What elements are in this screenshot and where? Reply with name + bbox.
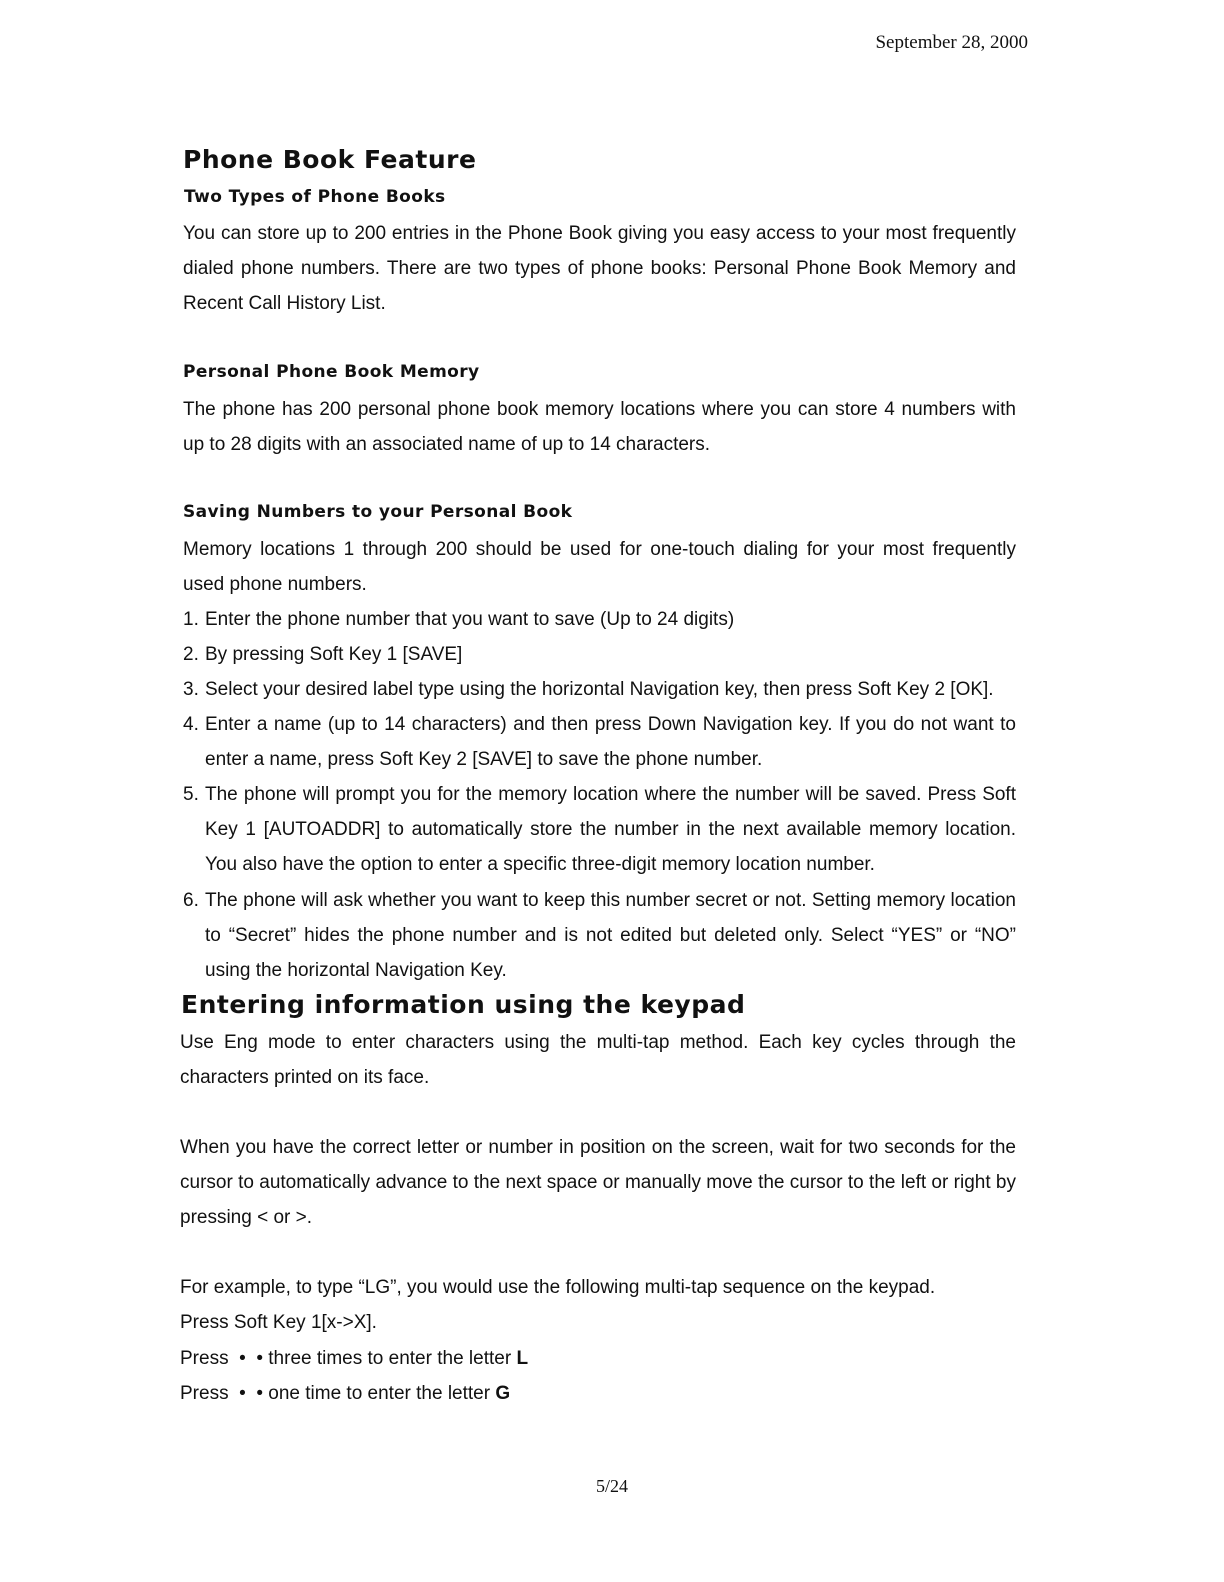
press-letter-G-line [180, 1376, 510, 1411]
press-L-text: Press • • three times to enter the letter [180, 1348, 517, 1369]
list-item-text: Select your desired label type using the horizontal Navigation key, then press Soft Key 2 [OK]. [205, 679, 994, 700]
list-item-number: 5. [183, 784, 199, 805]
list-item-number: 3. [183, 679, 199, 700]
subheading-saving-numbers: Saving Numbers to your Personal Book [183, 502, 573, 522]
list-item-text: The phone will ask whether you want to keep this number secret or not. Setting memory location to “Secret” hides the phone number and is not edited but deleted only. Select “YES” or “NO” using the horizontal Navigation Key. [205, 890, 1016, 981]
paragraph-cursor: When you have the correct letter or number in position on the screen, wait for two seconds for the cursor to automatically advance to the next space or manually move the cursor to the left or right by pressing < or >. [180, 1137, 1016, 1228]
list-item-number: 2. [183, 644, 199, 665]
letter-L: L [516, 1348, 529, 1369]
page-number: 5/24 [595, 1476, 628, 1496]
list-item-number: 4. [183, 714, 199, 735]
subheading-two-types: Two Types of Phone Books [184, 187, 446, 207]
press-softkey-line: Press Soft Key 1[x->X]. [180, 1312, 377, 1333]
paragraph-saving-numbers: Memory locations 1 through 200 should be used for one-touch dialing for your most frequently used phone numbers. [183, 539, 1016, 595]
list-item [183, 602, 1016, 637]
list-item-text: Enter a name (up to 14 characters) and then press Down Navigation key. If you do not want to enter a name, press Soft Key 2 [SAVE] to save the phone number. [205, 714, 1016, 770]
list-item-text: The phone will prompt you for the memory location where the number will be saved. Press Soft Key 1 [AUTOADDR] to automatically store the number in the next available memory location. You also have the option to enter a specific three-digit memory location number. [205, 784, 1016, 875]
paragraph-personal-memory: The phone has 200 personal phone book memory locations where you can store 4 numbers with up to 28 digits with an associated name of up to 14 characters. [183, 399, 1016, 455]
section-title-phone-book: Phone Book Feature [183, 145, 477, 174]
list-item [183, 883, 1016, 988]
paragraph-eng-mode: Use Eng mode to enter characters using the multi-tap method. Each key cycles through the characters printed on its face. [180, 1032, 1016, 1088]
list-item [183, 707, 1016, 777]
list-item-text: By pressing Soft Key 1 [SAVE] [205, 644, 463, 665]
header-date: September 28, 2000 [875, 32, 1028, 53]
list-item-number: 6. [183, 890, 199, 911]
press-G-text: Press • • one time to enter the letter [180, 1383, 496, 1404]
example-intro: For example, to type “LG”, you would use the following multi-tap sequence on the keypad. [180, 1277, 936, 1298]
subheading-personal-memory: Personal Phone Book Memory [183, 362, 480, 382]
list-item-text: Enter the phone number that you want to save (Up to 24 digits) [205, 609, 735, 630]
list-item [183, 637, 1016, 672]
press-letter-L-line [180, 1341, 528, 1376]
paragraph-two-types: You can store up to 200 entries in the Phone Book giving you easy access to your most frequently dialed phone numbers. There are two types of phone books: Personal Phone Book Memory and Recent Call History List. [183, 223, 1016, 314]
letter-G: G [495, 1383, 511, 1404]
list-item-number: 1. [183, 609, 199, 630]
list-item [183, 672, 1016, 707]
section-title-keypad: Entering information using the keypad [181, 990, 746, 1019]
list-item [183, 777, 1016, 882]
